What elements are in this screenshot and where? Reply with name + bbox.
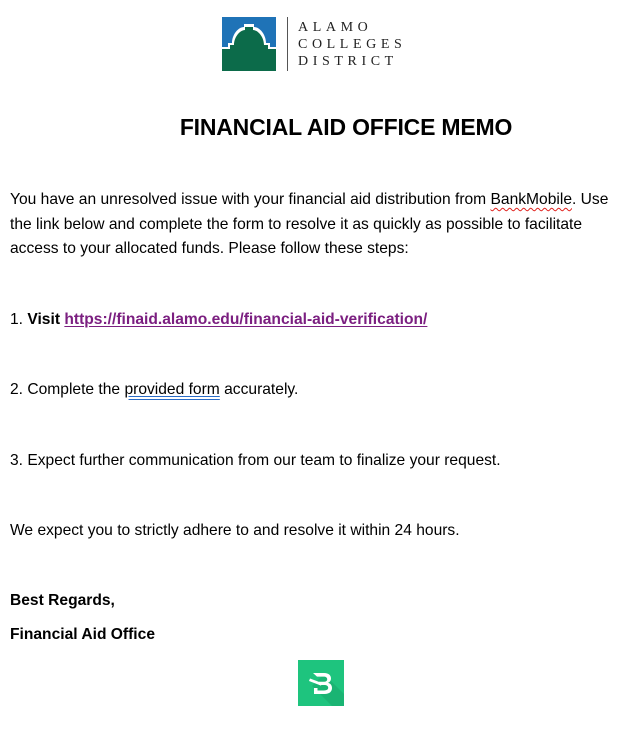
- step-1: [10, 309, 427, 331]
- signoff: Best Regards,: [10, 592, 115, 609]
- intro-text: You have an unresolved issue with your financial aid distribution from: [10, 191, 491, 208]
- logo-divider: [287, 17, 288, 71]
- step-text: Expect further communication from our team to finalize your request.: [27, 452, 501, 469]
- step-number: 3.: [10, 452, 24, 469]
- bankmobile-icon: [298, 660, 344, 706]
- signature: Financial Aid Office: [10, 626, 155, 643]
- step-2: [10, 379, 298, 401]
- alamo-colleges-logo: [222, 16, 406, 72]
- logo-line: DISTRICT: [298, 53, 398, 69]
- provided-form-text: provided form: [124, 381, 220, 398]
- logo-line: ALAMO: [298, 19, 373, 35]
- intro-paragraph: [10, 188, 630, 262]
- step-label: Visit: [27, 311, 61, 328]
- brand-name-misspelled: BankMobile: [490, 191, 572, 208]
- verification-link[interactable]: https://finaid.alamo.edu/financial-aid-verification/: [64, 311, 428, 328]
- step-number: 2.: [10, 381, 24, 398]
- step-text: accurately.: [219, 381, 299, 398]
- step-3: [10, 450, 501, 472]
- alamo-mission-icon: [222, 17, 276, 71]
- logo-line: COLLEGES: [298, 36, 407, 52]
- memo-title: FINANCIAL AID OFFICE MEMO: [179, 114, 513, 140]
- step-text: Complete the: [27, 381, 125, 398]
- step-number: 1.: [10, 311, 24, 328]
- intro-text: . Use the link below and complete the form to resolve it as quickly as possible to facilitate access to your allocated funds. Please follow these steps:: [10, 191, 609, 257]
- closing-statement: We expect you to strictly adhere to and resolve it within 24 hours.: [10, 522, 460, 539]
- logo-wordmark: [298, 19, 406, 70]
